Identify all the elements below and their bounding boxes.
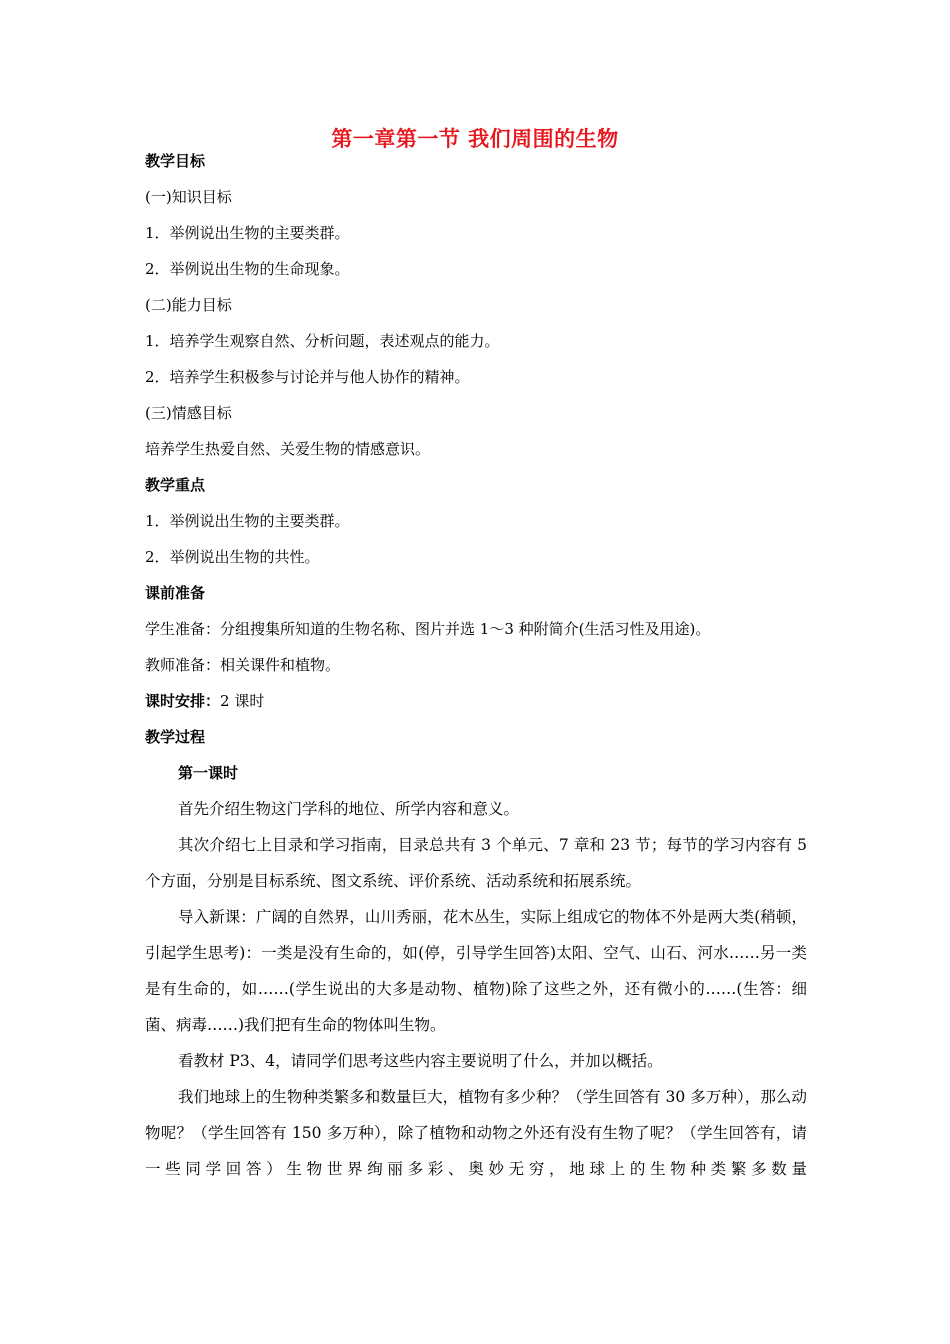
- schedule-line: [145, 691, 264, 711]
- knowledge-item-1: 1．举例说出生物的主要类群。: [145, 224, 350, 242]
- preparation-heading: 课前准备: [145, 584, 206, 602]
- emotion-heading: (三)情感目标: [145, 404, 232, 422]
- key-point-1: 1．举例说出生物的主要类群。: [145, 512, 350, 530]
- paragraph-diversity: 我们地球上的生物种类繁多和数量巨大，植物有多少种？（学生回答有 30 多万种），那么动物呢？（学生回答有 150 多万种），除了植物和动物之外还有没有生物了呢？（学生回答有，请一些同学回答）生物世界绚丽多彩、奥妙无穷，地球上的生物种类繁多数量: [145, 1088, 807, 1178]
- emotion-item-1: 培养学生热爱自然、关爱生物的情感意识。: [145, 440, 431, 458]
- lesson-1-heading: 第一课时: [178, 764, 239, 782]
- knowledge-item-2: 2．举例说出生物的生命现象。: [145, 260, 350, 278]
- process-heading: 教学过程: [145, 728, 206, 746]
- paragraph-new-lesson: 导入新课：广阔的自然界，山川秀丽，花木丛生，实际上组成它的物体不外是两大类(稍顿，引起学生思考)：一类是没有生命的，如(停，引导学生回答)太阳、空气、山石、河水……另一类是有生命的，如……(学生说出的大多是动物、植物)除了这些之外，还有微小的……(生答：细菌、病毒……)我们把有生命的物体叫生物。: [145, 908, 807, 1034]
- goals-heading: 教学目标: [145, 152, 206, 170]
- ability-item-1: 1．培养学生观察自然、分析问题，表述观点的能力。: [145, 332, 500, 350]
- page-title: 第一章第一节 我们周围的生物: [331, 127, 619, 151]
- key-point-2: 2．举例说出生物的共性。: [145, 548, 320, 566]
- schedule-value: 2 课时: [220, 692, 265, 710]
- ability-heading: (二)能力目标: [145, 296, 232, 314]
- student-preparation: 学生准备：分组搜集所知道的生物名称、图片并选 1～3 种附简介(生活习性及用途)。: [145, 620, 711, 638]
- paragraph-intro: 首先介绍生物这门学科的地位、所学内容和意义。: [178, 800, 520, 818]
- paragraph-textbook: 看教材 P3、4，请同学们思考这些内容主要说明了什么，并加以概括。: [178, 1052, 663, 1070]
- ability-item-2: 2．培养学生积极参与讨论并与他人协作的精神。: [145, 368, 470, 386]
- key-points-heading: 教学重点: [145, 476, 206, 494]
- schedule-label: 课时安排：: [145, 692, 221, 710]
- paragraph-catalog: 其次介绍七上目录和学习指南，目录总共有 3 个单元、7 章和 23 节；每节的学习内容有 5 个方面，分别是目标系统、图文系统、评价系统、活动系统和拓展系统。: [145, 836, 807, 890]
- teacher-preparation: 教师准备：相关课件和植物。: [145, 656, 341, 674]
- knowledge-heading: (一)知识目标: [145, 188, 232, 206]
